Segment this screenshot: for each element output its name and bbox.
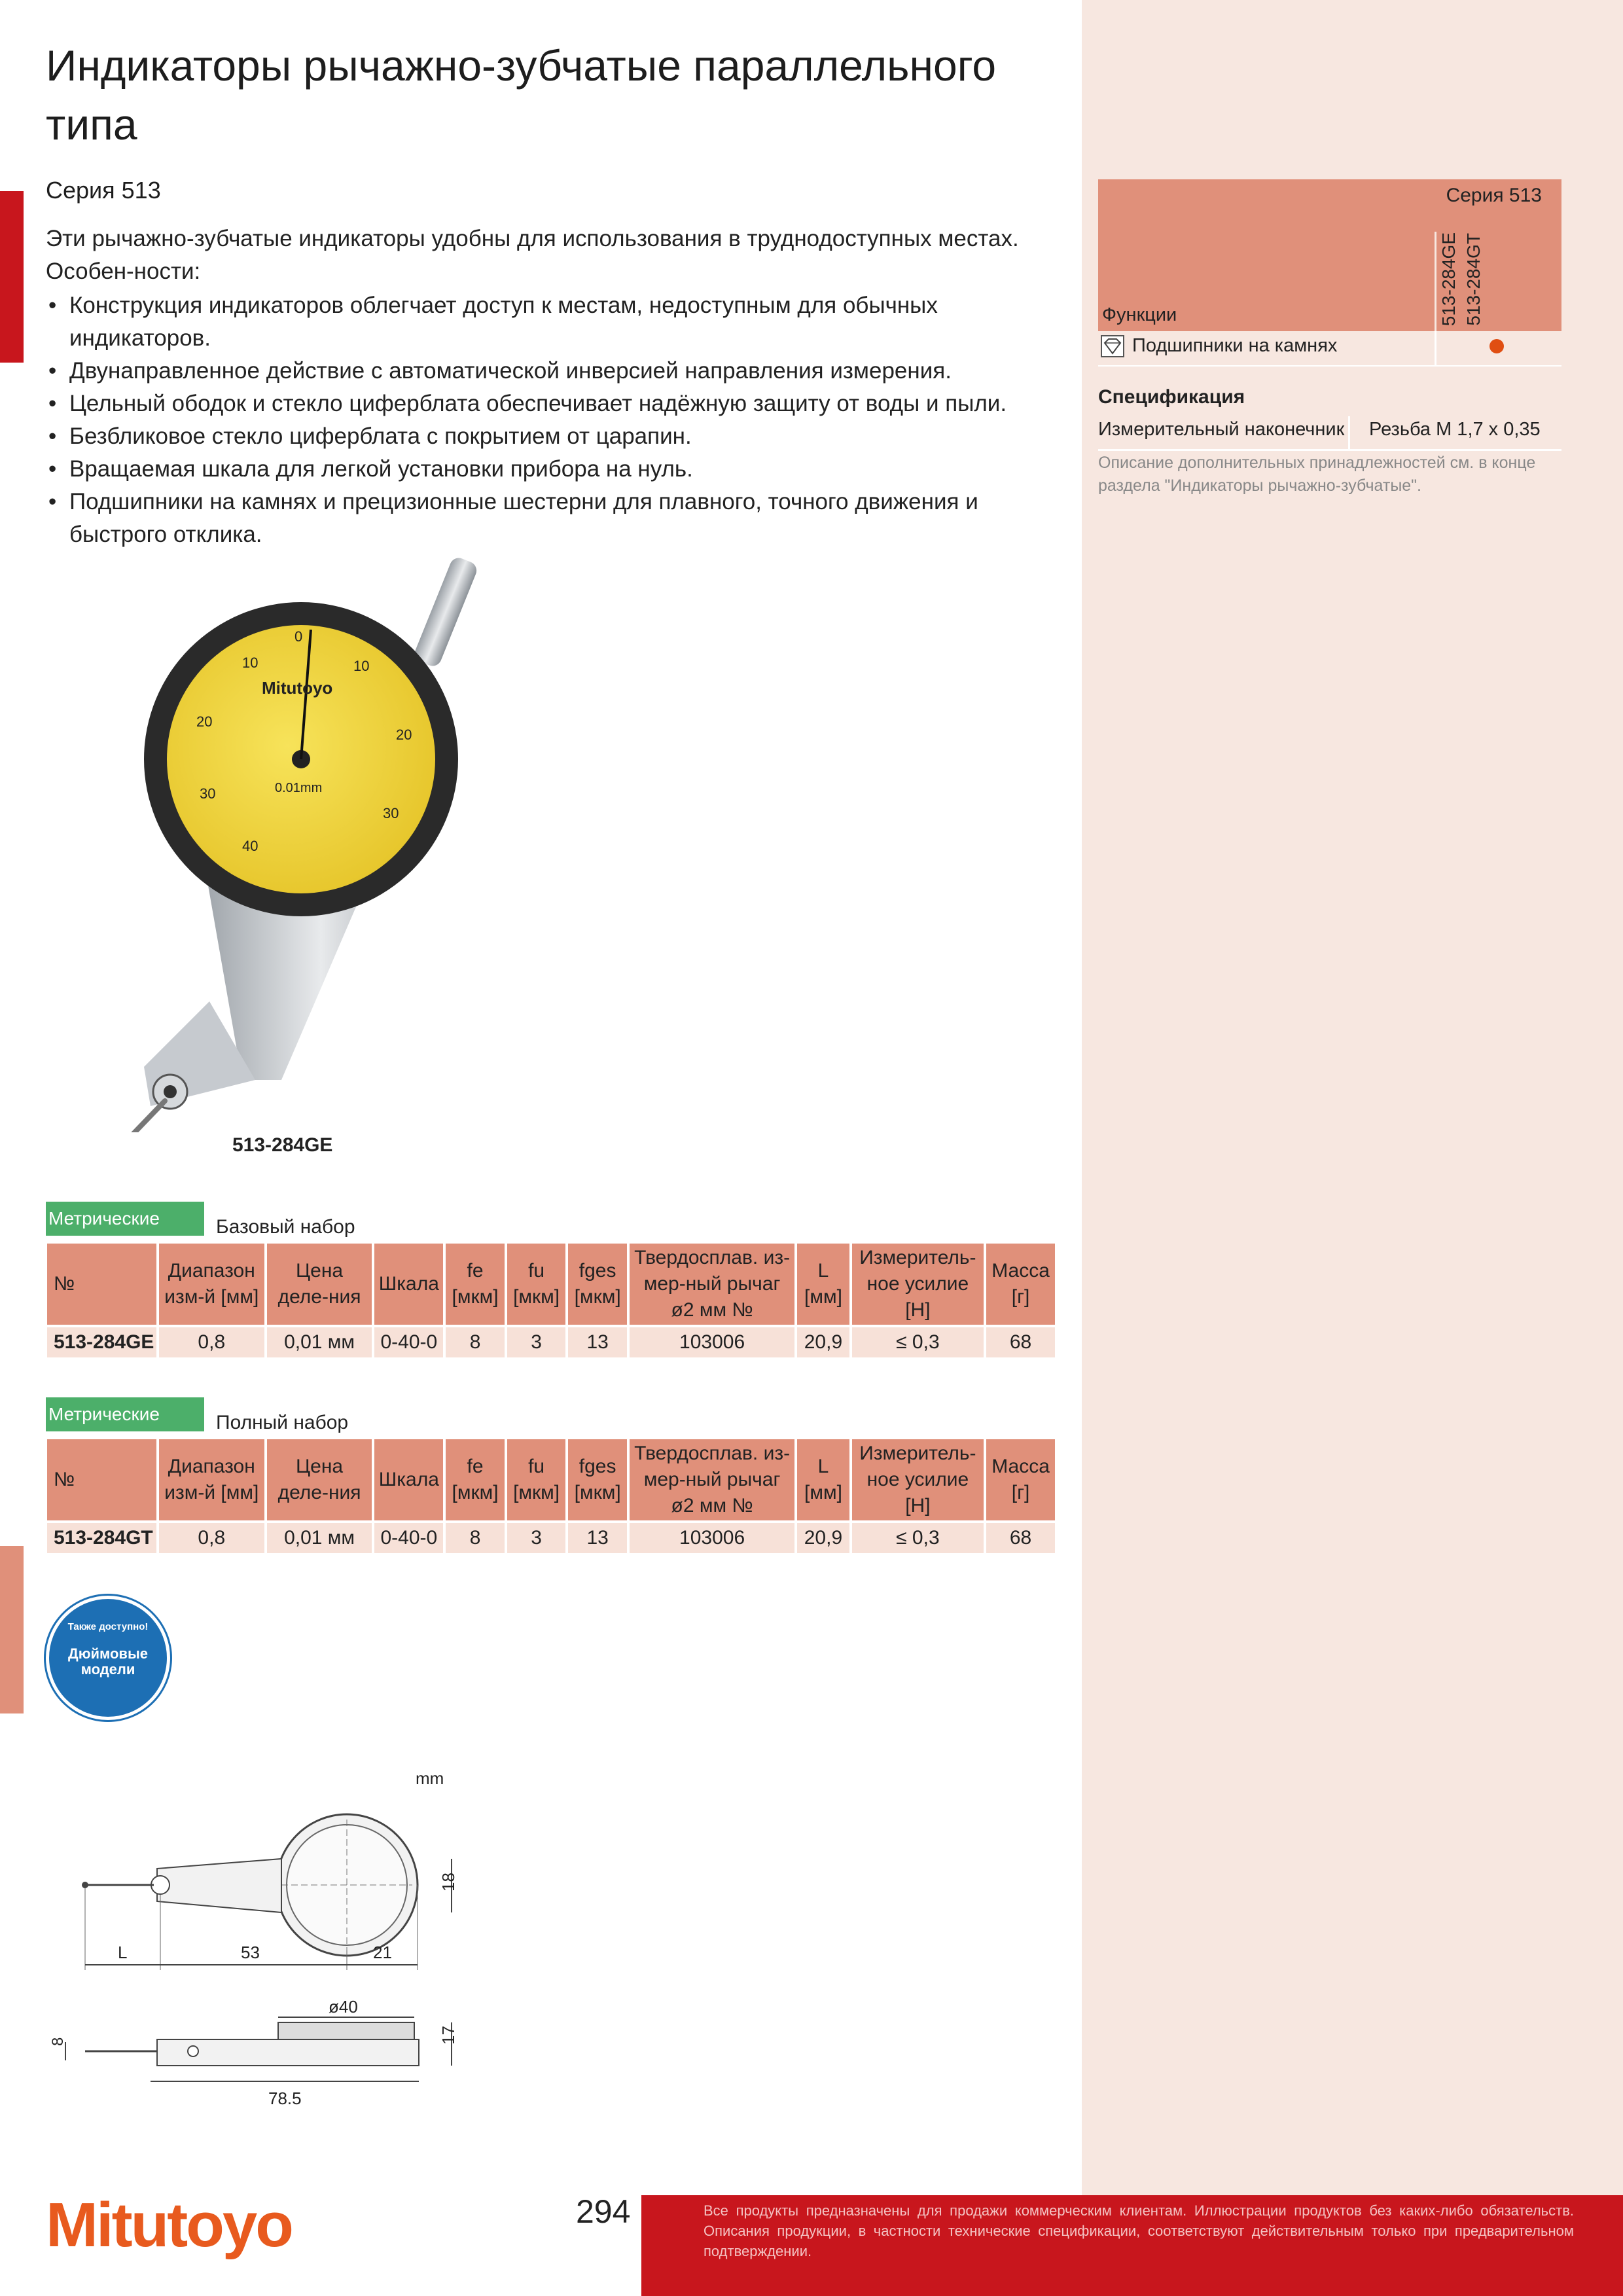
metric-tag: Метрические xyxy=(46,1397,204,1431)
dial-number: 40 xyxy=(242,838,259,854)
table-row xyxy=(47,1325,1055,1357)
column-header: fges [мкм] xyxy=(568,1244,627,1325)
column-header: fe [мкм] xyxy=(446,1244,505,1325)
dim-78-5: 78.5 xyxy=(268,2089,302,2108)
badge-main-text: Дюймовые модели xyxy=(68,1645,148,1677)
functions-series: Серия 513 xyxy=(1446,185,1542,206)
metric-tag: Метрические xyxy=(46,1202,204,1236)
table-cell: 513-284GE xyxy=(47,1325,156,1357)
dim-8: 8 xyxy=(49,2037,67,2046)
feature-item: • Вращаемая шкала для легкой установки прибора на нуль. xyxy=(46,453,1054,486)
feature-item: • Безбликовое стекло циферблата с покрытием от царапин. xyxy=(46,420,1054,453)
photo-caption: 513-284GE xyxy=(232,1134,333,1156)
column-header: № xyxy=(47,1439,156,1520)
table-cell: 68 xyxy=(986,1325,1055,1357)
table-cell: 0,8 xyxy=(159,1520,264,1553)
column-header: Измеритель-ное усилие [Н] xyxy=(852,1439,984,1520)
column-header: Шкала xyxy=(374,1439,443,1520)
spec-value: Резьба M 1,7 x 0,35 xyxy=(1369,419,1541,440)
contact-lever xyxy=(65,1101,165,1132)
column-header: Твердосплав. из-мер-ный рычаг ø2 мм № xyxy=(630,1439,794,1520)
table-cell: 513-284GT xyxy=(47,1520,156,1553)
column-header: Масса [г] xyxy=(986,1244,1055,1325)
feature-item: • Подшипники на камнях и прецизионные шестерни для плавного, точного движения и быстрого отклика. xyxy=(46,486,1054,551)
series-label: Серия 513 xyxy=(46,177,161,204)
feature-item: • Конструкция индикаторов облегчает доступ к местам, недоступным для обычных индикаторов. xyxy=(46,289,1054,355)
unit-label: mm xyxy=(416,1768,444,1788)
set-label: Базовый набор xyxy=(216,1216,355,1238)
dial-side-outline xyxy=(278,2022,414,2039)
column-header: fu [мкм] xyxy=(507,1439,566,1520)
table-cell: 8 xyxy=(446,1520,505,1553)
feature-item: • Двунаправленное действие с автоматической инверсией направления измерения. xyxy=(46,355,1054,387)
pivot-screw xyxy=(164,1085,177,1098)
inch-models-badge[interactable] xyxy=(46,1596,170,1720)
dim-21: 21 xyxy=(373,1943,392,1962)
table-cell: 0-40-0 xyxy=(374,1520,443,1553)
column-header: L [мм] xyxy=(797,1244,849,1325)
page-number: 294 xyxy=(576,2193,631,2230)
dimension-drawing xyxy=(46,1761,478,2166)
dial-brand: Mitutoyo xyxy=(262,678,333,698)
column-header: L [мм] xyxy=(797,1439,849,1520)
functions-divider xyxy=(1435,232,1436,331)
jewel-bearing-icon xyxy=(1101,335,1124,357)
table-cell: 0-40-0 xyxy=(374,1325,443,1357)
dim-l: L xyxy=(118,1943,128,1962)
functions-row-divider xyxy=(1435,331,1436,365)
section-tab-marker xyxy=(0,191,24,363)
column-header: Диапазон изм-й [мм] xyxy=(159,1439,264,1520)
dial-scale-text: 0.01mm xyxy=(275,781,323,795)
dial-number: 0 xyxy=(294,628,303,645)
table-cell: ≤ 0,3 xyxy=(852,1520,984,1553)
functions-header xyxy=(1098,179,1561,331)
column-header: Цена деле-ния xyxy=(267,1439,372,1520)
table-cell: 68 xyxy=(986,1520,1055,1553)
pivot-outline xyxy=(151,1876,169,1894)
column-header: Измеритель-ное усилие [Н] xyxy=(852,1244,984,1325)
column-header: № xyxy=(47,1244,156,1325)
column-header: Цена деле-ния xyxy=(267,1244,372,1325)
dim-17: 17 xyxy=(438,2026,458,2045)
column-header: Диапазон изм-й [мм] xyxy=(159,1244,264,1325)
table-cell: 13 xyxy=(568,1520,627,1553)
column-header: fu [мкм] xyxy=(507,1244,566,1325)
spec-label: Измерительный наконечник xyxy=(1098,419,1345,440)
column-header: Масса [г] xyxy=(986,1439,1055,1520)
model-label: 513-284GT xyxy=(1463,233,1484,326)
section-tab-marker-secondary xyxy=(0,1546,24,1713)
column-header: Твердосплав. из-мер-ный рычаг ø2 мм № xyxy=(630,1244,794,1325)
feature-marker xyxy=(1489,339,1504,353)
feature-list xyxy=(46,289,1054,551)
table-cell: 20,9 xyxy=(797,1520,849,1553)
functions-row xyxy=(1098,331,1561,367)
page-title: Индикаторы рычажно-зубчатые параллельного типа xyxy=(46,41,997,149)
dim-40: ø40 xyxy=(329,1997,358,2017)
full-set-table xyxy=(45,1439,1058,1553)
stem xyxy=(412,555,480,668)
table-cell: ≤ 0,3 xyxy=(852,1325,984,1357)
brand-logo: Mitutoyo xyxy=(46,2190,292,2260)
dial-number: 30 xyxy=(200,785,216,802)
spec-heading: Спецификация xyxy=(1098,386,1245,408)
functions-label: Функции xyxy=(1102,304,1177,325)
dial-number: 10 xyxy=(353,658,370,674)
table-cell: 103006 xyxy=(630,1520,794,1553)
basic-set-table xyxy=(45,1244,1058,1357)
functions-row-label: Подшипники на камнях xyxy=(1132,335,1338,356)
table-cell: 20,9 xyxy=(797,1325,849,1357)
table-cell: 8 xyxy=(446,1325,505,1357)
spec-divider xyxy=(1348,416,1350,449)
table-header-row xyxy=(47,1439,1055,1520)
product-photo xyxy=(46,543,517,1132)
dim-53: 53 xyxy=(241,1943,260,1962)
set-label: Полный набор xyxy=(216,1412,349,1433)
table-cell: 3 xyxy=(507,1520,566,1553)
table-header-row xyxy=(47,1244,1055,1325)
intro-text: Эти рычажно-зубчатые индикаторы удобны для использования в труднодоступных местах. Особен-ности: xyxy=(46,226,1019,284)
feature-item: • Цельный ободок и стекло циферблата обеспечивает надёжную защиту от воды и пыли. xyxy=(46,387,1054,420)
table-cell: 0,8 xyxy=(159,1325,264,1357)
dial-number: 30 xyxy=(383,805,399,821)
column-header: fe [мкм] xyxy=(446,1439,505,1520)
screw-side-outline xyxy=(188,2046,198,2056)
table-cell: 13 xyxy=(568,1325,627,1357)
table-cell: 0,01 мм xyxy=(267,1520,372,1553)
dial-number: 10 xyxy=(242,655,259,671)
column-header: Шкала xyxy=(374,1244,443,1325)
table-row xyxy=(47,1520,1055,1553)
contact-point-outline xyxy=(82,1882,88,1888)
footer-disclaimer: Все продукты предназначены для продажи коммерческим клиентам. Иллюстрации продуктов без каких-либо обязательств. Описания продукции, в частности технические спецификации, соответствуют действительным только при предварительном подтверждении. xyxy=(704,2202,1574,2259)
table-cell: 0,01 мм xyxy=(267,1325,372,1357)
table-cell: 103006 xyxy=(630,1325,794,1357)
badge-top-text: Также доступно! xyxy=(67,1621,149,1632)
dial-number: 20 xyxy=(196,713,213,730)
column-header: fges [мкм] xyxy=(568,1439,627,1520)
table-cell: 3 xyxy=(507,1325,566,1357)
spec-note: Описание дополнительных принадлежностей см. в конце раздела "Индикаторы рычажно-зубчатые". xyxy=(1098,454,1536,495)
dial-number: 20 xyxy=(396,726,412,743)
model-label: 513-284GE xyxy=(1438,232,1459,326)
spec-row xyxy=(1098,416,1561,451)
body-outline xyxy=(157,1859,281,1912)
dim-18: 18 xyxy=(438,1873,458,1892)
